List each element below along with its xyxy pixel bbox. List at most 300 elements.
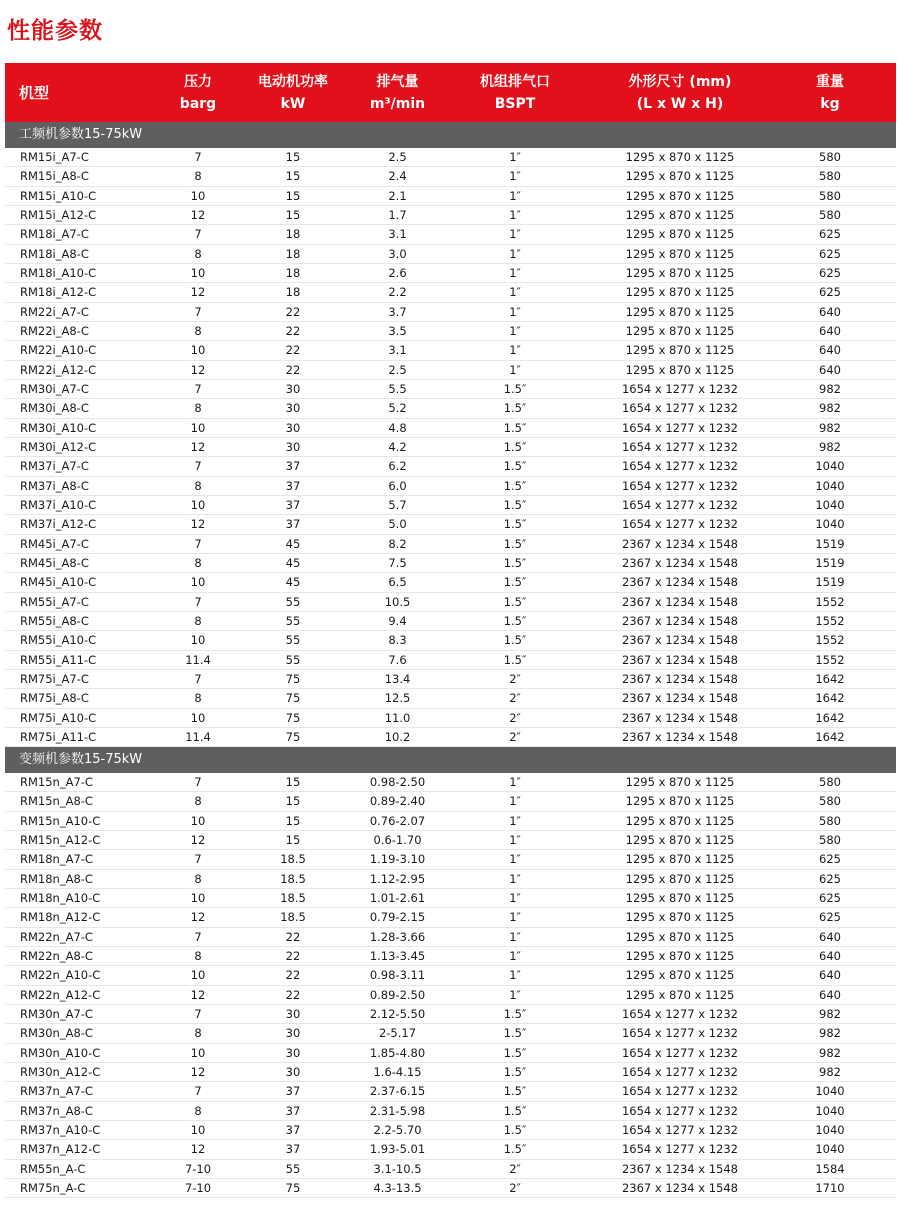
cell-outlet: 1″ [509,188,521,203]
cell-power: 15 [285,775,301,789]
cell-outlet: 2″ [509,729,521,744]
cell-air-delivery: 4.3-13.5 [373,1180,422,1195]
cell-model: RM37i_A10-C [20,497,97,512]
table-row [5,612,896,631]
cell-dimensions: 1654 x 1277 x 1232 [621,497,739,512]
cell-dimensions: 2367 x 1234 x 1548 [621,652,739,667]
cell-model: RM15i_A10-C [20,188,97,203]
table-body-variable-speed [5,773,896,1198]
cell-dimensions: 2367 x 1234 x 1548 [621,691,739,706]
cell-model: RM37n_A7-C [20,1084,93,1099]
cell-air-delivery: 1.19-3.10 [369,852,426,867]
cell-outlet: 2″ [509,691,521,706]
cell-weight: 1552 [815,613,845,628]
cell-power: 37 [285,478,301,493]
cell-dimensions: 2367 x 1234 x 1548 [621,729,739,744]
header-label: 外形尺寸 (mm) [628,73,732,90]
cell-power: 30 [285,381,301,396]
cell-dimensions: 1654 x 1277 x 1232 [621,459,739,474]
table-row [5,187,896,206]
cell-air-delivery: 7.5 [388,555,407,570]
table-row [5,889,896,908]
cell-outlet: 1.5″ [503,1084,527,1099]
cell-weight: 580 [819,775,841,789]
cell-model: RM30i_A10-C [20,420,97,435]
header-dimensions [590,63,770,122]
cell-model: RM37n_A10-C [20,1122,101,1137]
table-row [5,225,896,244]
cell-air-delivery: 0.79-2.15 [369,910,426,925]
cell-outlet: 1.5″ [503,420,527,435]
cell-air-delivery: 3.1-10.5 [373,1161,422,1176]
cell-pressure: 12 [190,517,206,532]
cell-dimensions: 1295 x 870 x 1125 [625,323,735,338]
cell-air-delivery: 2.12-5.50 [369,1006,426,1021]
cell-weight: 640 [819,948,841,963]
cell-dimensions: 1654 x 1277 x 1232 [621,478,739,493]
cell-pressure: 10 [190,633,206,648]
cell-power: 30 [285,401,301,416]
cell-air-delivery: 2.37-6.15 [369,1084,426,1099]
cell-outlet: 1.5″ [503,517,527,532]
table-row [5,148,896,167]
cell-pressure: 10 [190,420,206,435]
cell-model: RM15i_A7-C [20,150,89,164]
section-title-fixed-speed: 工频机参数15-75kW [5,122,896,148]
table-row [5,689,896,708]
cell-weight: 580 [819,150,841,164]
cell-outlet: 1.5″ [503,555,527,570]
cell-air-delivery: 0.89-2.50 [369,987,426,1002]
cell-outlet: 2″ [509,1161,521,1176]
cell-weight: 640 [819,968,841,983]
cell-air-delivery: 9.4 [388,613,407,628]
cell-pressure: 10 [190,265,206,280]
cell-pressure: 12 [190,207,206,222]
cell-weight: 640 [819,929,841,944]
cell-outlet: 1.5″ [503,1006,527,1021]
cell-outlet: 1.5″ [503,1026,527,1041]
cell-dimensions: 1295 x 870 x 1125 [625,775,735,789]
header-label: 重量 [816,73,844,90]
cell-air-delivery: 11.0 [384,710,411,725]
cell-pressure: 7-10 [184,1180,212,1195]
cell-dimensions: 1654 x 1277 x 1232 [621,420,739,435]
table-row [5,322,896,341]
cell-power: 22 [285,323,301,338]
table-row [5,399,896,418]
cell-pressure: 7 [194,536,202,551]
cell-weight: 1710 [815,1180,845,1195]
cell-weight: 625 [819,852,841,867]
cell-pressure: 7 [194,150,202,164]
cell-power: 37 [285,459,301,474]
cell-outlet: 1″ [509,968,521,983]
cell-power: 75 [285,729,301,744]
cell-dimensions: 2367 x 1234 x 1548 [621,536,739,551]
cell-power: 30 [285,1064,301,1079]
cell-air-delivery: 0.76-2.07 [369,813,426,828]
cell-outlet: 1″ [509,207,521,222]
cell-power: 55 [285,633,301,648]
cell-air-delivery: 2.5 [388,150,407,164]
cell-model: RM37n_A8-C [20,1103,93,1118]
cell-weight: 1040 [815,1103,845,1118]
cell-weight: 640 [819,362,841,377]
cell-outlet: 1″ [509,265,521,280]
cell-outlet: 1″ [509,246,521,261]
cell-model: RM55i_A7-C [20,594,89,609]
cell-model: RM30n_A12-C [20,1064,101,1079]
cell-air-delivery: 2.1 [388,188,407,203]
cell-air-delivery: 1.6-4.15 [373,1064,422,1079]
table-row [5,477,896,496]
cell-outlet: 1.5″ [503,633,527,648]
cell-outlet: 1.5″ [503,381,527,396]
cell-weight: 1040 [815,478,845,493]
cell-power: 22 [285,343,301,358]
cell-dimensions: 1295 x 870 x 1125 [625,362,735,377]
cell-weight: 580 [819,207,841,222]
cell-pressure: 7 [194,775,202,789]
cell-outlet: 1.5″ [503,594,527,609]
cell-weight: 1552 [815,652,845,667]
table-row [5,554,896,573]
cell-air-delivery: 1.01-2.61 [369,890,426,905]
cell-dimensions: 1295 x 870 x 1125 [625,852,735,867]
cell-air-delivery: 4.8 [388,420,407,435]
cell-pressure: 12 [190,987,206,1002]
cell-power: 18 [285,285,301,300]
cell-pressure: 12 [190,1142,206,1157]
cell-air-delivery: 6.5 [388,575,407,590]
cell-weight: 580 [819,794,841,809]
cell-air-delivery: 10.5 [384,594,411,609]
table-row [5,1121,896,1140]
cell-air-delivery: 0.98-2.50 [369,775,426,789]
cell-air-delivery: 3.1 [388,227,407,242]
table-header [5,63,896,122]
cell-dimensions: 1295 x 870 x 1125 [625,871,735,886]
table-row [5,496,896,515]
cell-weight: 982 [819,420,841,435]
cell-air-delivery: 5.5 [388,381,407,396]
cell-dimensions: 2367 x 1234 x 1548 [621,633,739,648]
cell-air-delivery: 2-5.17 [378,1026,417,1041]
cell-weight: 1642 [815,710,845,725]
cell-dimensions: 1295 x 870 x 1125 [625,832,735,847]
cell-air-delivery: 8.2 [388,536,407,551]
cell-power: 30 [285,420,301,435]
cell-outlet: 1″ [509,362,521,377]
cell-air-delivery: 7.6 [388,652,407,667]
cell-outlet: 1.5″ [503,1103,527,1118]
cell-outlet: 1″ [509,910,521,925]
cell-dimensions: 1654 x 1277 x 1232 [621,1006,739,1021]
cell-outlet: 1.5″ [503,1064,527,1079]
cell-weight: 625 [819,285,841,300]
cell-weight: 640 [819,304,841,319]
cell-pressure: 7 [194,304,202,319]
cell-weight: 625 [819,890,841,905]
table-row [5,361,896,380]
cell-model: RM75n_A-C [20,1180,86,1195]
cell-air-delivery: 6.0 [388,478,407,493]
table-row [5,850,896,869]
cell-pressure: 10 [190,188,206,203]
cell-outlet: 1″ [509,227,521,242]
cell-model: RM45i_A7-C [20,536,89,551]
cell-outlet: 1.5″ [503,536,527,551]
cell-weight: 625 [819,265,841,280]
cell-pressure: 8 [194,1026,202,1041]
cell-model: RM22i_A10-C [20,343,97,358]
cell-power: 22 [285,968,301,983]
cell-pressure: 8 [194,246,202,261]
cell-outlet: 1.5″ [503,478,527,493]
cell-pressure: 7 [194,594,202,609]
cell-air-delivery: 2.31-5.98 [369,1103,426,1118]
cell-pressure: 7 [194,459,202,474]
cell-model: RM75i_A11-C [20,729,97,744]
cell-power: 75 [285,691,301,706]
table-row [5,1082,896,1101]
header-unit: barg [179,95,217,112]
cell-power: 18.5 [280,910,306,925]
cell-pressure: 8 [194,871,202,886]
cell-power: 45 [285,575,301,590]
cell-model: RM37i_A12-C [20,517,97,532]
table-row [5,709,896,728]
cell-outlet: 1″ [509,987,521,1002]
cell-outlet: 1″ [509,871,521,886]
cell-dimensions: 2367 x 1234 x 1548 [621,575,739,590]
cell-model: RM30n_A10-C [20,1045,101,1060]
cell-weight: 625 [819,871,841,886]
cell-dimensions: 2367 x 1234 x 1548 [621,1161,739,1176]
cell-outlet: 1″ [509,169,521,184]
section-title-variable-speed: 变频机参数15-75kW [5,747,896,773]
cell-weight: 1040 [815,517,845,532]
cell-air-delivery: 2.2 [388,285,407,300]
cell-outlet: 1″ [509,813,521,828]
cell-air-delivery: 12.5 [384,691,411,706]
table-row [5,573,896,592]
cell-weight: 1040 [815,459,845,474]
cell-model: RM55i_A11-C [20,652,97,667]
cell-dimensions: 1654 x 1277 x 1232 [621,1122,739,1137]
cell-outlet: 1″ [509,948,521,963]
cell-pressure: 7 [194,381,202,396]
cell-air-delivery: 13.4 [384,671,411,686]
cell-weight: 982 [819,381,841,396]
cell-weight: 1552 [815,594,845,609]
cell-weight: 982 [819,1006,841,1021]
cell-power: 15 [285,207,301,222]
cell-power: 45 [285,555,301,570]
table-row [5,651,896,670]
cell-dimensions: 1295 x 870 x 1125 [625,207,735,222]
cell-power: 37 [285,1122,301,1137]
cell-outlet: 1.5″ [503,1045,527,1060]
cell-pressure: 7 [194,852,202,867]
cell-weight: 982 [819,401,841,416]
table-row [5,1179,896,1198]
cell-power: 18 [285,246,301,261]
table-row [5,457,896,476]
cell-model: RM30i_A7-C [20,381,89,396]
cell-dimensions: 1654 x 1277 x 1232 [621,401,739,416]
cell-model: RM55i_A10-C [20,633,97,648]
header-air-delivery [350,63,445,122]
cell-dimensions: 1295 x 870 x 1125 [625,188,735,203]
cell-model: RM18n_A12-C [20,910,101,925]
cell-pressure: 10 [190,1122,206,1137]
table-row [5,1044,896,1063]
table-row [5,947,896,966]
cell-model: RM18n_A8-C [20,871,93,886]
table-row [5,1063,896,1082]
table-row [5,631,896,650]
cell-power: 30 [285,1026,301,1041]
cell-pressure: 10 [190,575,206,590]
cell-power: 30 [285,1045,301,1060]
cell-dimensions: 1295 x 870 x 1125 [625,948,735,963]
cell-power: 55 [285,613,301,628]
cell-pressure: 12 [190,832,206,847]
cell-power: 18.5 [280,852,306,867]
cell-pressure: 7 [194,1006,202,1021]
cell-dimensions: 1295 x 870 x 1125 [625,227,735,242]
cell-pressure: 8 [194,401,202,416]
cell-model: RM30n_A8-C [20,1026,93,1041]
header-label: 电动机功率 [258,73,328,90]
cell-model: RM18i_A10-C [20,265,97,280]
cell-weight: 1040 [815,1084,845,1099]
cell-weight: 1519 [815,536,845,551]
cell-power: 15 [285,832,301,847]
header-unit: (L x W x H) [636,95,724,112]
table-row [5,1005,896,1024]
header-unit: m³/min [369,95,426,112]
cell-pressure: 8 [194,613,202,628]
cell-power: 22 [285,929,301,944]
cell-weight: 1642 [815,729,845,744]
cell-dimensions: 2367 x 1234 x 1548 [621,1180,739,1195]
cell-model: RM18i_A12-C [20,285,97,300]
cell-pressure: 10 [190,710,206,725]
cell-model: RM30n_A7-C [20,1006,93,1021]
cell-model: RM45i_A8-C [20,555,89,570]
cell-power: 18.5 [280,871,306,886]
cell-dimensions: 1295 x 870 x 1125 [625,890,735,905]
cell-model: RM22n_A8-C [20,948,93,963]
cell-outlet: 1″ [509,832,521,847]
cell-dimensions: 1295 x 870 x 1125 [625,929,735,944]
cell-weight: 1584 [815,1161,845,1176]
cell-model: RM45i_A10-C [20,575,97,590]
cell-pressure: 7 [194,671,202,686]
cell-outlet: 1.5″ [503,459,527,474]
cell-air-delivery: 8.3 [388,633,407,648]
table-row [5,206,896,225]
table-row [5,380,896,399]
cell-outlet: 1.5″ [503,613,527,628]
cell-outlet: 1″ [509,890,521,905]
table-row [5,831,896,850]
cell-dimensions: 2367 x 1234 x 1548 [621,710,739,725]
cell-outlet: 1″ [509,304,521,319]
cell-power: 22 [285,987,301,1002]
cell-dimensions: 1295 x 870 x 1125 [625,285,735,300]
cell-model: RM15i_A12-C [20,207,97,222]
cell-pressure: 8 [194,323,202,338]
table-row [5,283,896,302]
header-label: 机型 [19,83,50,102]
table-row [5,515,896,534]
cell-power: 37 [285,517,301,532]
cell-dimensions: 1295 x 870 x 1125 [625,813,735,828]
cell-outlet: 1″ [509,852,521,867]
cell-air-delivery: 2.4 [388,169,407,184]
cell-model: RM15n_A8-C [20,794,93,809]
table-row [5,264,896,283]
table-row [5,419,896,438]
cell-power: 15 [285,188,301,203]
cell-model: RM30i_A12-C [20,439,97,454]
cell-air-delivery: 1.7 [388,207,407,222]
cell-power: 37 [285,1103,301,1118]
cell-power: 22 [285,362,301,377]
table-row [5,167,896,186]
cell-air-delivery: 5.2 [388,401,407,416]
cell-power: 30 [285,1006,301,1021]
cell-air-delivery: 5.7 [388,497,407,512]
cell-dimensions: 1295 x 870 x 1125 [625,968,735,983]
cell-dimensions: 1654 x 1277 x 1232 [621,439,739,454]
cell-power: 15 [285,169,301,184]
table-row [5,928,896,947]
cell-power: 22 [285,304,301,319]
cell-power: 37 [285,1142,301,1157]
cell-weight: 1642 [815,691,845,706]
cell-weight: 1040 [815,1122,845,1137]
cell-model: RM75i_A8-C [20,691,89,706]
cell-dimensions: 1654 x 1277 x 1232 [621,1045,739,1060]
cell-pressure: 10 [190,890,206,905]
table-row [5,870,896,889]
cell-power: 75 [285,710,301,725]
cell-pressure: 12 [190,439,206,454]
table-row [5,1102,896,1121]
cell-model: RM55i_A8-C [20,613,89,628]
cell-dimensions: 1654 x 1277 x 1232 [621,1142,739,1157]
cell-outlet: 1.5″ [503,1142,527,1157]
cell-power: 37 [285,1084,301,1099]
cell-model: RM22n_A7-C [20,929,93,944]
cell-outlet: 1.5″ [503,575,527,590]
table-row [5,966,896,985]
table-body-fixed-speed [5,148,896,747]
cell-power: 55 [285,1161,301,1176]
header-label: 压力 [184,73,212,90]
cell-air-delivery: 0.89-2.40 [369,794,426,809]
header-pressure [153,63,243,122]
cell-power: 15 [285,150,301,164]
cell-dimensions: 1295 x 870 x 1125 [625,150,735,164]
header-weight [795,63,865,122]
table-row [5,773,896,792]
